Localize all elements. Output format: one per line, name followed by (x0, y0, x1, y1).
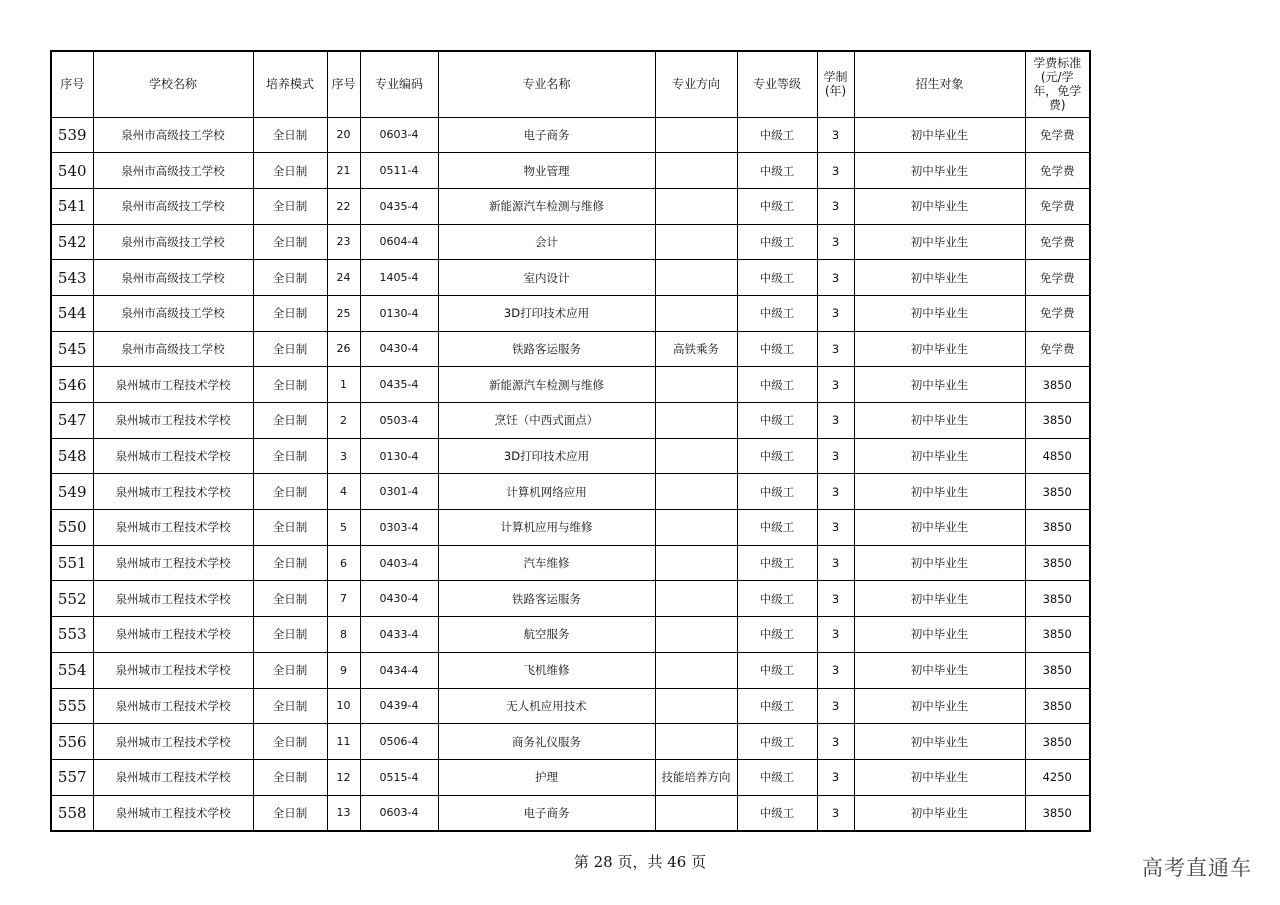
cell-major-name: 3D打印技术应用 (438, 438, 655, 474)
header-index: 序号 (51, 51, 93, 117)
cell-major-code: 0435-4 (360, 188, 438, 224)
cell-seq: 5 (327, 510, 360, 546)
cell-training-mode: 全日制 (253, 688, 327, 724)
cell-major-direction (655, 153, 737, 189)
cell-major-direction (655, 403, 737, 439)
table-row (51, 367, 1090, 403)
cell-duration: 3 (817, 188, 854, 224)
cell-major-direction (655, 652, 737, 688)
cell-major-code: 0435-4 (360, 367, 438, 403)
watermark-text: 高考直通车 (1142, 856, 1252, 880)
cell-school-name: 泉州市高级技工学校 (93, 188, 253, 224)
cell-target: 初中毕业生 (854, 331, 1025, 367)
cell-major-direction (655, 260, 737, 296)
cell-major-level: 中级工 (737, 510, 817, 546)
cell-duration: 3 (817, 581, 854, 617)
cell-major-level: 中级工 (737, 581, 817, 617)
cell-major-code: 0130-4 (360, 438, 438, 474)
cell-school-name: 泉州城市工程技术学校 (93, 617, 253, 653)
cell-major-direction: 技能培养方向 (655, 759, 737, 795)
cell-seq: 26 (327, 331, 360, 367)
cell-major-level: 中级工 (737, 117, 817, 153)
cell-tuition: 免学费 (1025, 153, 1090, 189)
cell-major-name: 烹饪（中西式面点） (438, 403, 655, 439)
cell-seq: 13 (327, 795, 360, 831)
cell-index: 540 (51, 153, 93, 189)
cell-major-level: 中级工 (737, 153, 817, 189)
cell-major-direction (655, 688, 737, 724)
table-row (51, 795, 1090, 831)
cell-school-name: 泉州市高级技工学校 (93, 295, 253, 331)
cell-training-mode: 全日制 (253, 224, 327, 260)
cell-tuition: 3850 (1025, 474, 1090, 510)
cell-target: 初中毕业生 (854, 295, 1025, 331)
cell-seq: 4 (327, 474, 360, 510)
cell-target: 初中毕业生 (854, 759, 1025, 795)
cell-duration: 3 (817, 510, 854, 546)
table-row (51, 581, 1090, 617)
cell-duration: 3 (817, 153, 854, 189)
cell-tuition: 3850 (1025, 724, 1090, 760)
cell-major-name: 电子商务 (438, 795, 655, 831)
cell-major-code: 0511-4 (360, 153, 438, 189)
cell-major-code: 1405-4 (360, 260, 438, 296)
cell-major-name: 铁路客运服务 (438, 581, 655, 617)
cell-school-name: 泉州城市工程技术学校 (93, 510, 253, 546)
cell-major-name: 计算机网络应用 (438, 474, 655, 510)
cell-target: 初中毕业生 (854, 153, 1025, 189)
cell-major-name: 护理 (438, 759, 655, 795)
cell-target: 初中毕业生 (854, 474, 1025, 510)
table-row (51, 724, 1090, 760)
cell-tuition: 3850 (1025, 688, 1090, 724)
cell-school-name: 泉州市高级技工学校 (93, 117, 253, 153)
cell-target: 初中毕业生 (854, 617, 1025, 653)
cell-major-direction (655, 188, 737, 224)
cell-target: 初中毕业生 (854, 688, 1025, 724)
cell-duration: 3 (817, 759, 854, 795)
cell-index: 549 (51, 474, 93, 510)
cell-training-mode: 全日制 (253, 510, 327, 546)
table-row (51, 438, 1090, 474)
cell-major-code: 0503-4 (360, 403, 438, 439)
cell-tuition: 免学费 (1025, 295, 1090, 331)
cell-major-direction (655, 545, 737, 581)
cell-duration: 3 (817, 224, 854, 260)
cell-seq: 25 (327, 295, 360, 331)
table-row (51, 295, 1090, 331)
cell-target: 初中毕业生 (854, 652, 1025, 688)
cell-duration: 3 (817, 260, 854, 296)
cell-school-name: 泉州城市工程技术学校 (93, 581, 253, 617)
cell-seq: 22 (327, 188, 360, 224)
cell-training-mode: 全日制 (253, 795, 327, 831)
cell-duration: 3 (817, 617, 854, 653)
cell-training-mode: 全日制 (253, 438, 327, 474)
cell-training-mode: 全日制 (253, 759, 327, 795)
cell-training-mode: 全日制 (253, 724, 327, 760)
cell-major-code: 0603-4 (360, 795, 438, 831)
cell-major-code: 0434-4 (360, 652, 438, 688)
cell-index: 546 (51, 367, 93, 403)
cell-seq: 2 (327, 403, 360, 439)
cell-tuition: 3850 (1025, 795, 1090, 831)
cell-school-name: 泉州市高级技工学校 (93, 153, 253, 189)
cell-seq: 20 (327, 117, 360, 153)
cell-target: 初中毕业生 (854, 260, 1025, 296)
header-seq: 序号 (327, 51, 360, 117)
cell-tuition: 3850 (1025, 510, 1090, 546)
cell-index: 543 (51, 260, 93, 296)
cell-duration: 3 (817, 688, 854, 724)
cell-seq: 8 (327, 617, 360, 653)
table-row (51, 117, 1090, 153)
cell-major-direction (655, 795, 737, 831)
cell-tuition: 3850 (1025, 403, 1090, 439)
cell-major-name: 航空服务 (438, 617, 655, 653)
header-target: 招生对象 (854, 51, 1025, 117)
cell-training-mode: 全日制 (253, 331, 327, 367)
cell-training-mode: 全日制 (253, 474, 327, 510)
cell-index: 544 (51, 295, 93, 331)
cell-training-mode: 全日制 (253, 117, 327, 153)
cell-school-name: 泉州城市工程技术学校 (93, 688, 253, 724)
cell-training-mode: 全日制 (253, 260, 327, 296)
cell-school-name: 泉州市高级技工学校 (93, 224, 253, 260)
cell-school-name: 泉州城市工程技术学校 (93, 545, 253, 581)
cell-school-name: 泉州城市工程技术学校 (93, 474, 253, 510)
cell-major-code: 0430-4 (360, 581, 438, 617)
cell-index: 556 (51, 724, 93, 760)
cell-school-name: 泉州城市工程技术学校 (93, 403, 253, 439)
cell-target: 初中毕业生 (854, 188, 1025, 224)
cell-major-direction (655, 474, 737, 510)
cell-major-name: 飞机维修 (438, 652, 655, 688)
cell-target: 初中毕业生 (854, 795, 1025, 831)
cell-index: 547 (51, 403, 93, 439)
cell-major-level: 中级工 (737, 545, 817, 581)
cell-seq: 10 (327, 688, 360, 724)
header-school-name: 学校名称 (93, 51, 253, 117)
cell-tuition: 免学费 (1025, 224, 1090, 260)
page-number: 第 28 页，共 46 页 (573, 853, 707, 871)
cell-seq: 24 (327, 260, 360, 296)
table-row (51, 153, 1090, 189)
table-row (51, 652, 1090, 688)
cell-major-direction (655, 438, 737, 474)
cell-duration: 3 (817, 795, 854, 831)
cell-major-level: 中级工 (737, 367, 817, 403)
cell-major-name: 物业管理 (438, 153, 655, 189)
cell-index: 539 (51, 117, 93, 153)
cell-major-name: 电子商务 (438, 117, 655, 153)
cell-training-mode: 全日制 (253, 367, 327, 403)
cell-major-code: 0439-4 (360, 688, 438, 724)
cell-seq: 9 (327, 652, 360, 688)
cell-index: 554 (51, 652, 93, 688)
cell-major-level: 中级工 (737, 724, 817, 760)
cell-major-name: 无人机应用技术 (438, 688, 655, 724)
table-row (51, 403, 1090, 439)
cell-seq: 6 (327, 545, 360, 581)
header-duration: 学制 (年) (817, 51, 854, 117)
cell-index: 555 (51, 688, 93, 724)
header-major-name: 专业名称 (438, 51, 655, 117)
cell-tuition: 免学费 (1025, 188, 1090, 224)
cell-target: 初中毕业生 (854, 581, 1025, 617)
header-row (51, 51, 1090, 117)
cell-seq: 7 (327, 581, 360, 617)
cell-target: 初中毕业生 (854, 367, 1025, 403)
cell-training-mode: 全日制 (253, 545, 327, 581)
cell-major-level: 中级工 (737, 652, 817, 688)
header-tuition: 学费标准 (元/学 年，免学 费) (1025, 51, 1090, 117)
cell-major-code: 0433-4 (360, 617, 438, 653)
cell-major-name: 铁路客运服务 (438, 331, 655, 367)
cell-duration: 3 (817, 367, 854, 403)
cell-index: 553 (51, 617, 93, 653)
cell-index: 542 (51, 224, 93, 260)
cell-major-level: 中级工 (737, 474, 817, 510)
cell-major-code: 0506-4 (360, 724, 438, 760)
cell-major-level: 中级工 (737, 224, 817, 260)
cell-major-direction (655, 224, 737, 260)
table-header (51, 51, 1090, 117)
cell-training-mode: 全日制 (253, 581, 327, 617)
cell-major-code: 0604-4 (360, 224, 438, 260)
cell-index: 557 (51, 759, 93, 795)
cell-seq: 1 (327, 367, 360, 403)
cell-tuition: 3850 (1025, 617, 1090, 653)
cell-major-code: 0603-4 (360, 117, 438, 153)
cell-duration: 3 (817, 724, 854, 760)
cell-duration: 3 (817, 403, 854, 439)
cell-seq: 21 (327, 153, 360, 189)
cell-duration: 3 (817, 545, 854, 581)
cell-major-direction: 高铁乘务 (655, 331, 737, 367)
cell-target: 初中毕业生 (854, 438, 1025, 474)
cell-duration: 3 (817, 295, 854, 331)
table-row (51, 759, 1090, 795)
cell-major-name: 新能源汽车检测与维修 (438, 367, 655, 403)
cell-tuition: 免学费 (1025, 117, 1090, 153)
table-row (51, 617, 1090, 653)
cell-major-direction (655, 581, 737, 617)
table-row (51, 688, 1090, 724)
cell-training-mode: 全日制 (253, 617, 327, 653)
cell-duration: 3 (817, 438, 854, 474)
cell-major-direction (655, 367, 737, 403)
cell-tuition: 4850 (1025, 438, 1090, 474)
cell-major-name: 商务礼仪服务 (438, 724, 655, 760)
cell-target: 初中毕业生 (854, 403, 1025, 439)
cell-tuition: 4250 (1025, 759, 1090, 795)
cell-major-code: 0130-4 (360, 295, 438, 331)
table-row (51, 224, 1090, 260)
cell-major-level: 中级工 (737, 617, 817, 653)
cell-tuition: 3850 (1025, 581, 1090, 617)
cell-index: 548 (51, 438, 93, 474)
cell-index: 552 (51, 581, 93, 617)
cell-duration: 3 (817, 474, 854, 510)
cell-major-name: 3D打印技术应用 (438, 295, 655, 331)
cell-training-mode: 全日制 (253, 153, 327, 189)
cell-tuition: 免学费 (1025, 331, 1090, 367)
cell-major-level: 中级工 (737, 331, 817, 367)
cell-duration: 3 (817, 117, 854, 153)
cell-major-direction (655, 617, 737, 653)
cell-major-level: 中级工 (737, 438, 817, 474)
enrollment-table (50, 50, 1091, 832)
header-major-direction: 专业方向 (655, 51, 737, 117)
cell-school-name: 泉州市高级技工学校 (93, 260, 253, 296)
cell-major-level: 中级工 (737, 260, 817, 296)
cell-index: 541 (51, 188, 93, 224)
cell-index: 551 (51, 545, 93, 581)
cell-major-code: 0303-4 (360, 510, 438, 546)
cell-major-name: 新能源汽车检测与维修 (438, 188, 655, 224)
cell-major-direction (655, 510, 737, 546)
cell-duration: 3 (817, 652, 854, 688)
cell-training-mode: 全日制 (253, 403, 327, 439)
cell-tuition: 3850 (1025, 652, 1090, 688)
cell-index: 545 (51, 331, 93, 367)
table-row (51, 188, 1090, 224)
cell-major-code: 0403-4 (360, 545, 438, 581)
header-training-mode: 培养模式 (253, 51, 327, 117)
table-body (51, 117, 1090, 831)
cell-index: 558 (51, 795, 93, 831)
cell-target: 初中毕业生 (854, 545, 1025, 581)
cell-training-mode: 全日制 (253, 188, 327, 224)
cell-tuition: 3850 (1025, 367, 1090, 403)
cell-major-level: 中级工 (737, 295, 817, 331)
cell-school-name: 泉州城市工程技术学校 (93, 795, 253, 831)
cell-training-mode: 全日制 (253, 295, 327, 331)
cell-school-name: 泉州城市工程技术学校 (93, 438, 253, 474)
cell-major-name: 计算机应用与维修 (438, 510, 655, 546)
cell-tuition: 免学费 (1025, 260, 1090, 296)
cell-school-name: 泉州城市工程技术学校 (93, 367, 253, 403)
cell-major-code: 0301-4 (360, 474, 438, 510)
cell-major-code: 0430-4 (360, 331, 438, 367)
cell-target: 初中毕业生 (854, 724, 1025, 760)
cell-tuition: 3850 (1025, 545, 1090, 581)
cell-major-name: 室内设计 (438, 260, 655, 296)
cell-school-name: 泉州市高级技工学校 (93, 331, 253, 367)
cell-major-direction (655, 117, 737, 153)
cell-duration: 3 (817, 331, 854, 367)
cell-school-name: 泉州城市工程技术学校 (93, 724, 253, 760)
cell-training-mode: 全日制 (253, 652, 327, 688)
cell-major-direction (655, 724, 737, 760)
cell-target: 初中毕业生 (854, 117, 1025, 153)
cell-seq: 11 (327, 724, 360, 760)
cell-major-code: 0515-4 (360, 759, 438, 795)
cell-major-direction (655, 295, 737, 331)
cell-target: 初中毕业生 (854, 510, 1025, 546)
table-row (51, 474, 1090, 510)
table-row (51, 510, 1090, 546)
cell-major-name: 汽车维修 (438, 545, 655, 581)
cell-major-level: 中级工 (737, 759, 817, 795)
cell-major-name: 会计 (438, 224, 655, 260)
cell-index: 550 (51, 510, 93, 546)
cell-seq: 12 (327, 759, 360, 795)
cell-major-level: 中级工 (737, 795, 817, 831)
cell-school-name: 泉州城市工程技术学校 (93, 759, 253, 795)
table-row (51, 545, 1090, 581)
cell-major-level: 中级工 (737, 403, 817, 439)
cell-school-name: 泉州城市工程技术学校 (93, 652, 253, 688)
table-row (51, 260, 1090, 296)
header-major-level: 专业等级 (737, 51, 817, 117)
cell-major-level: 中级工 (737, 188, 817, 224)
cell-seq: 3 (327, 438, 360, 474)
cell-target: 初中毕业生 (854, 224, 1025, 260)
header-major-code: 专业编码 (360, 51, 438, 117)
cell-major-level: 中级工 (737, 688, 817, 724)
cell-seq: 23 (327, 224, 360, 260)
table-row (51, 331, 1090, 367)
